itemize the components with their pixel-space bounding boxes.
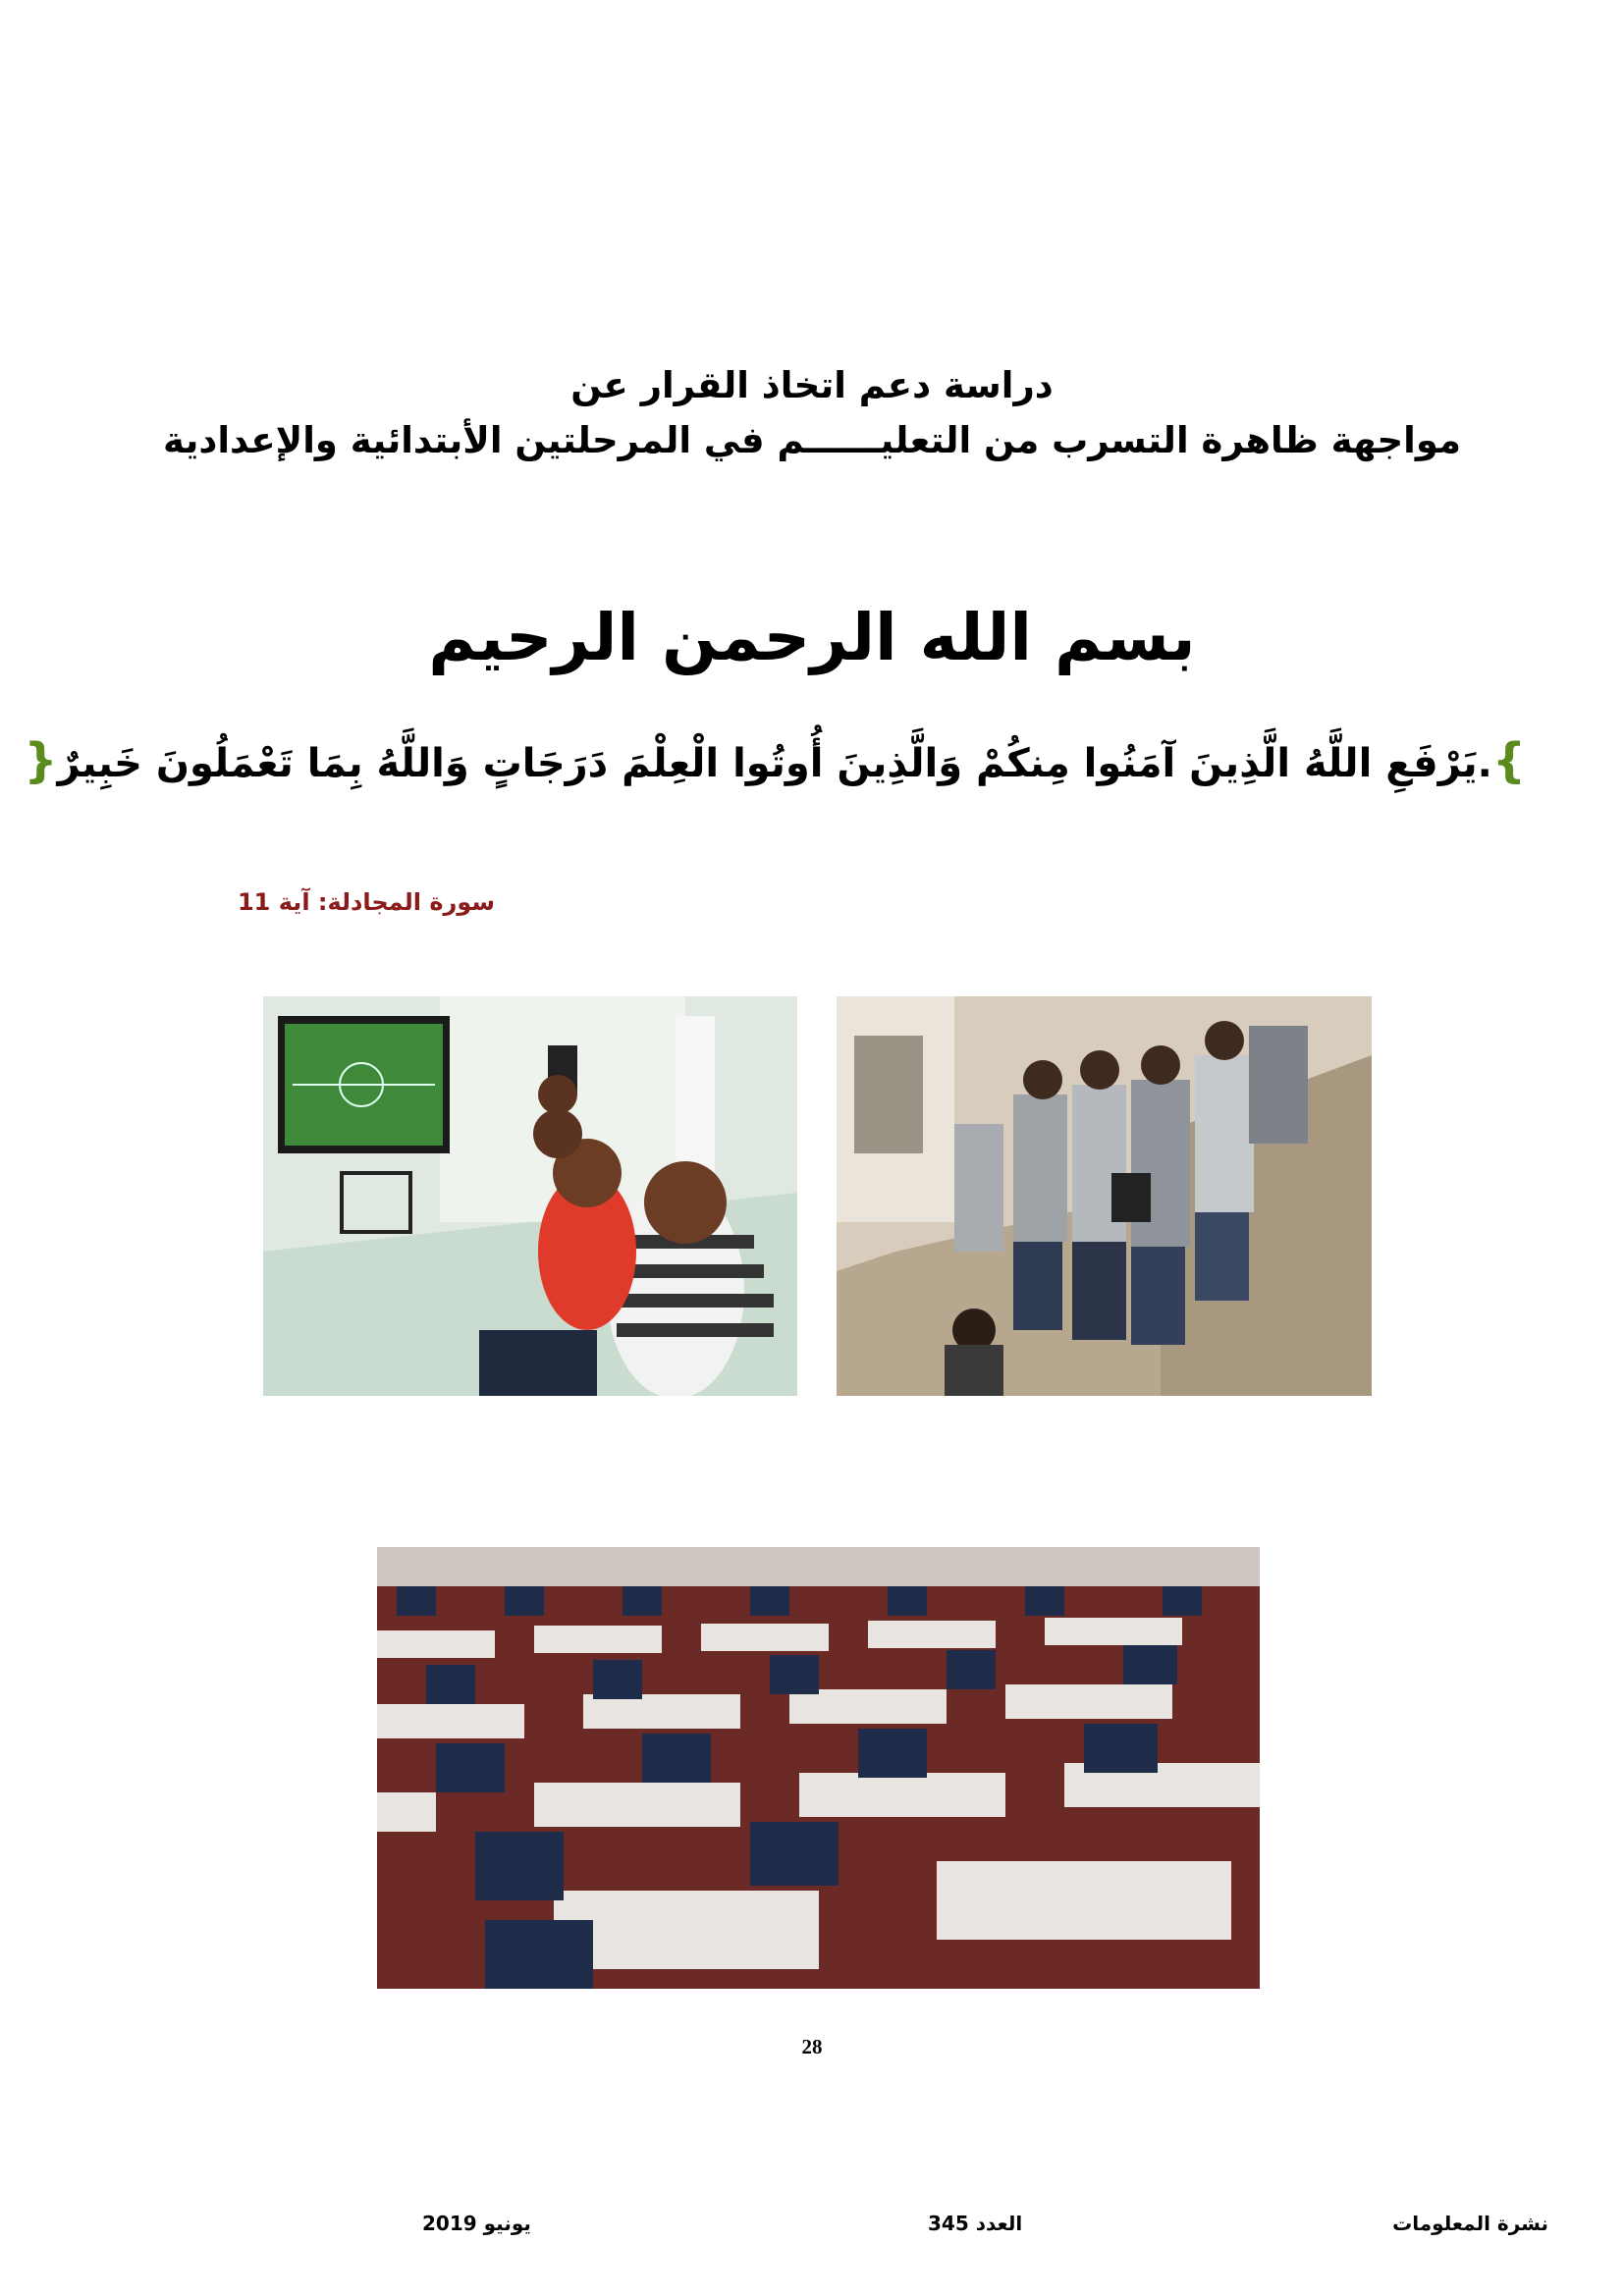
verse-open-brace: { [24, 733, 58, 788]
footer-date: يونيو 2019 [422, 2212, 531, 2235]
footer-bulletin-name: نشرة المعلومات [1392, 2212, 1548, 2235]
page-number: 28 [801, 2035, 823, 2058]
footer-issue-number: العدد 345 [928, 2212, 1023, 2235]
basmala-heading: بسم الله الرحمن الرحيم [428, 600, 1196, 675]
photo-students-climbing-wall [837, 996, 1372, 1396]
surah-reference: سورة المجادلة: آية 11 [237, 888, 495, 916]
photo-empty-classroom [377, 1547, 1260, 1989]
quran-verse [24, 726, 1526, 798]
study-title-line2: مواجهة ظاهرة التسرب من التعليــــــم في المرحلتين الأبتدائية والإعدادية [163, 419, 1461, 461]
study-title-line1: دراسة دعم اتخاذ القرار عن [570, 364, 1054, 406]
verse-close-brace: } [1491, 733, 1526, 788]
photo-students-gaming [263, 996, 797, 1396]
verse-text: .يَرْفَعِ اللَّهُ الَّذِينَ آمَنُوا مِنكُمْ وَالَّذِينَ أُوتُوا الْعِلْمَ دَرَجَاتٍ وَاللَّهُ بِمَا تَعْمَلُونَ خَبِيرٌ [57, 741, 1492, 786]
study-title [147, 358, 1477, 468]
